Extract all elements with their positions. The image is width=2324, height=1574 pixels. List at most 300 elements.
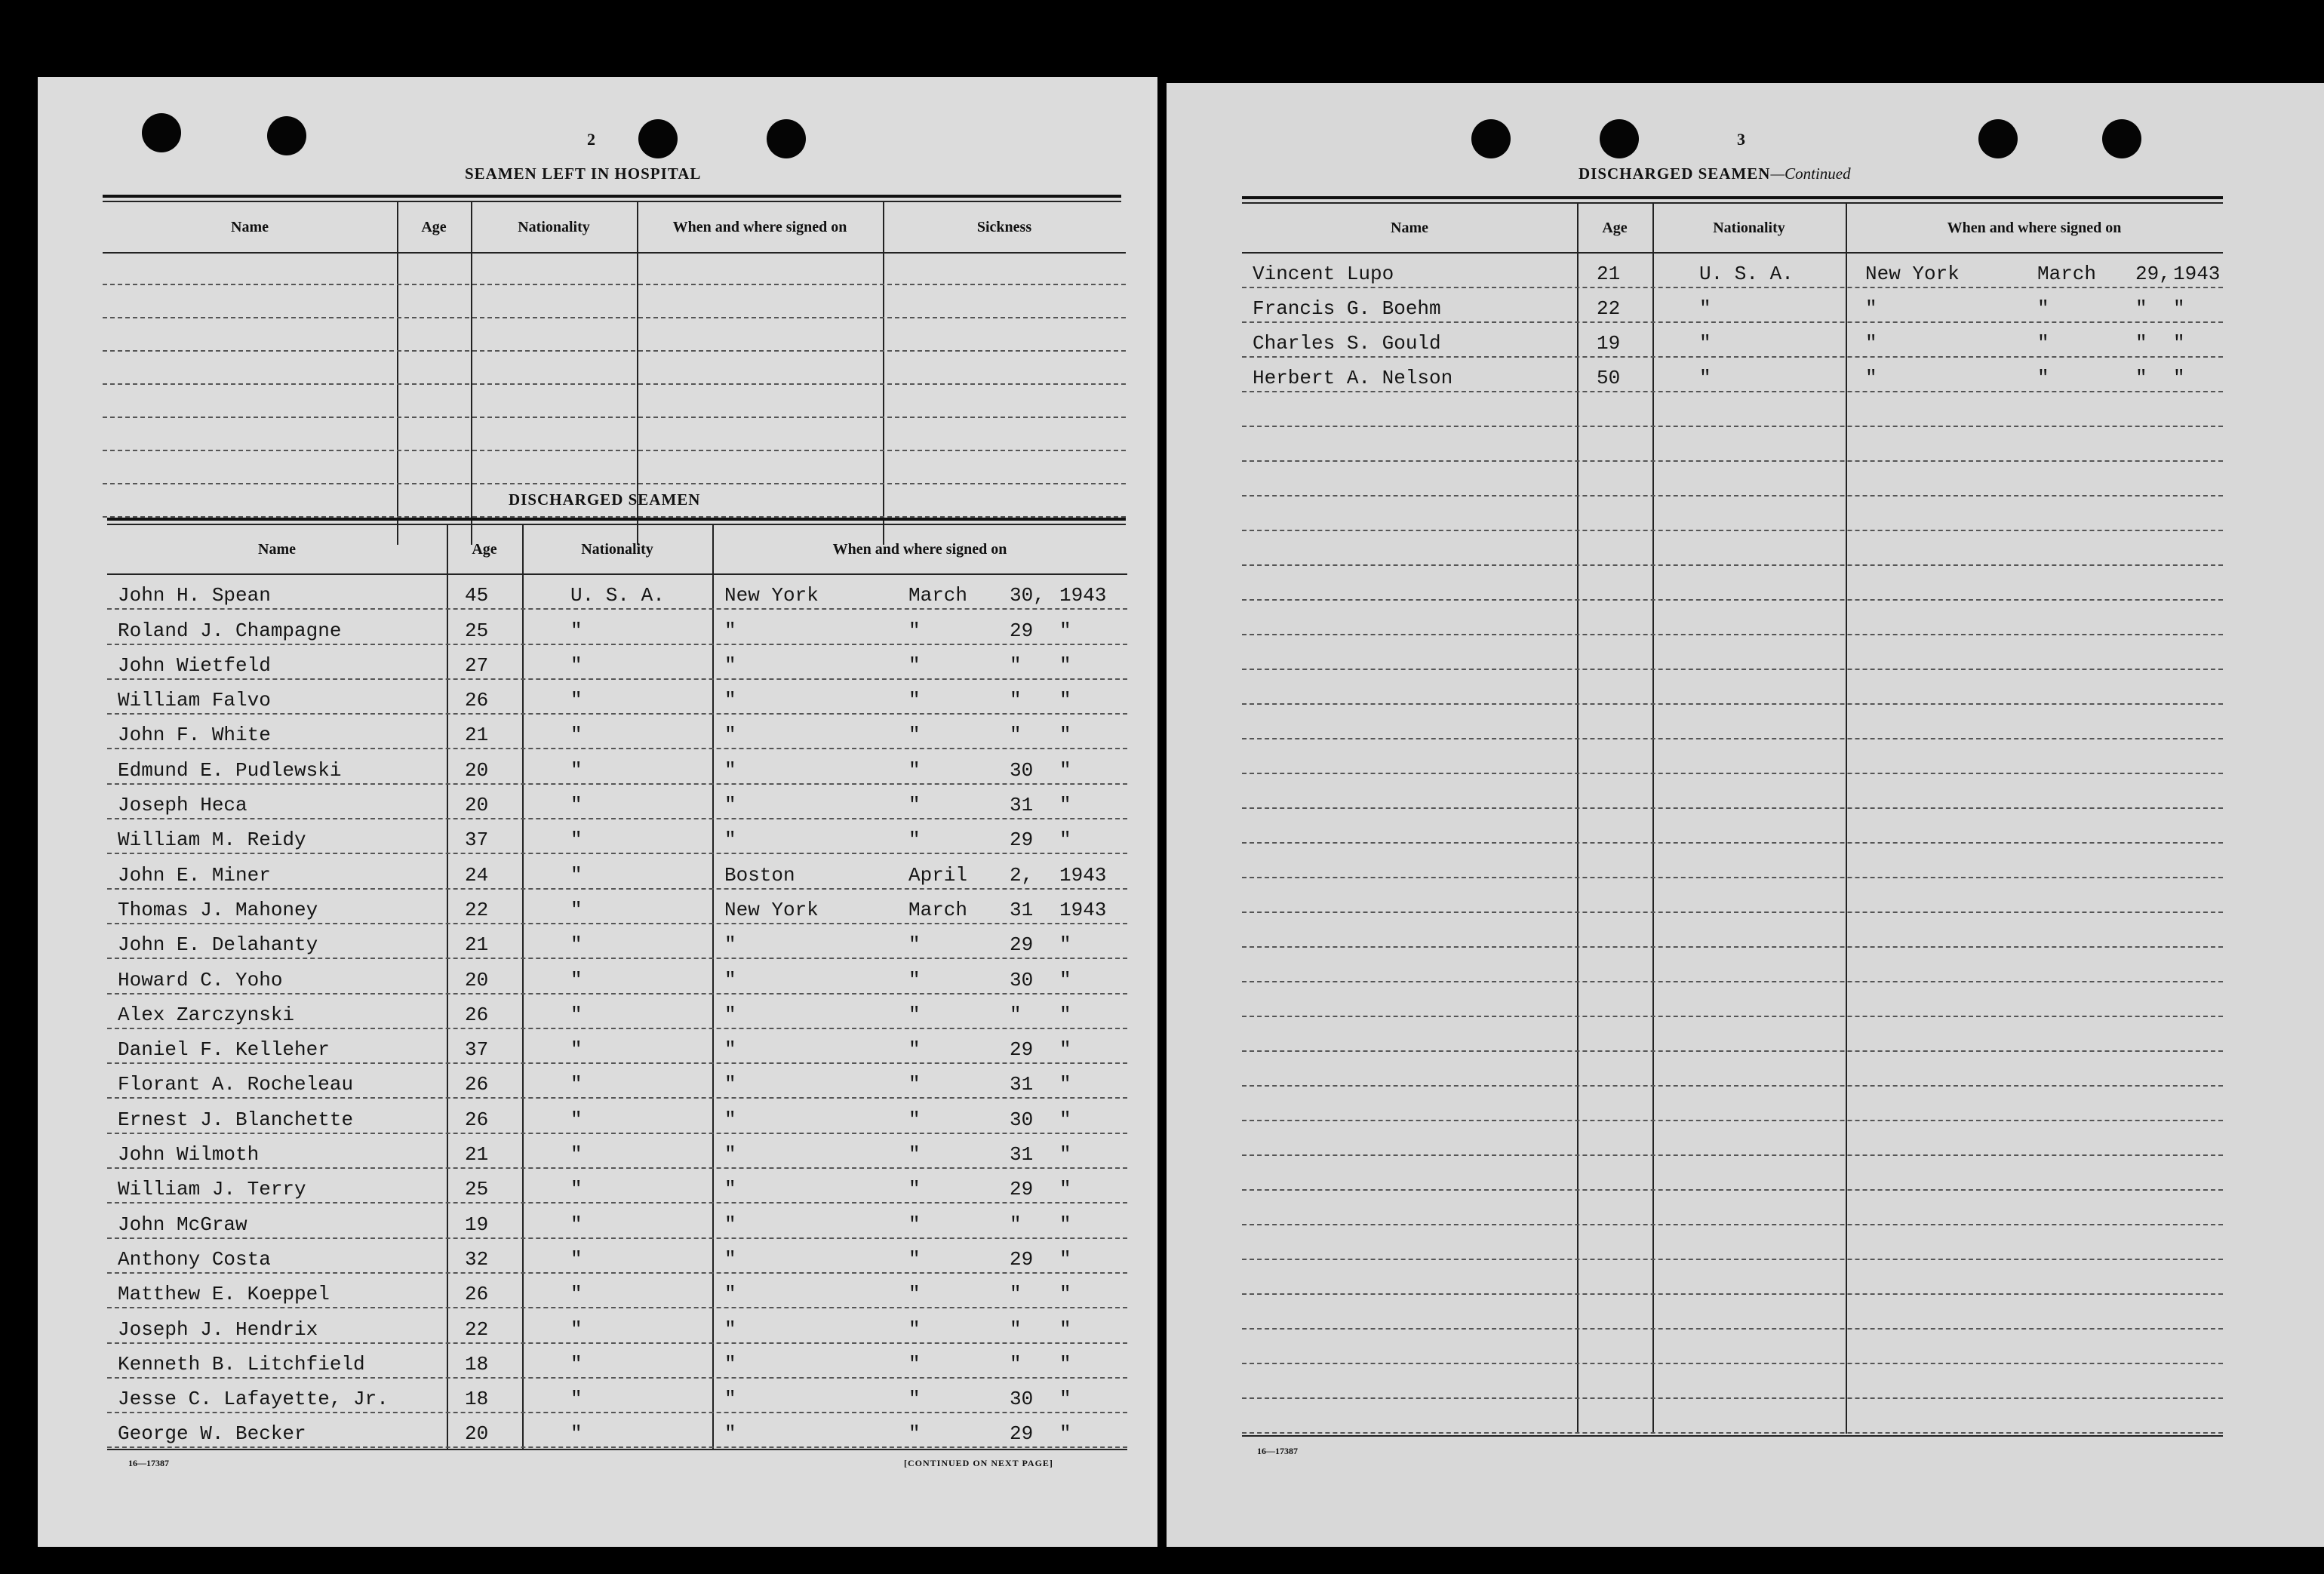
signed-on-day: " — [2135, 297, 2147, 320]
signed-on-month: " — [908, 1247, 921, 1271]
signed-on-place: " — [724, 1178, 736, 1201]
seaman-name: George W. Becker — [118, 1422, 306, 1446]
seaman-row — [107, 995, 1127, 1029]
signed-on-month: " — [908, 1143, 921, 1167]
signed-on-month: " — [908, 1003, 921, 1026]
continued-note: [CONTINUED ON NEXT PAGE] — [904, 1458, 1053, 1468]
signed-on-day: 29 — [1010, 1247, 1034, 1271]
punch-hole — [767, 119, 806, 158]
seaman-name: Jesse C. Lafayette, Jr. — [118, 1388, 389, 1411]
signed-on-month: March — [908, 584, 968, 607]
signed-on-year: " — [1059, 1178, 1071, 1201]
signed-on-place: " — [724, 1388, 736, 1411]
signed-on-day: " — [1010, 1283, 1022, 1306]
signed-on-month: " — [908, 724, 921, 747]
seaman-nationality: " — [570, 1317, 583, 1341]
signed-on-year: 1943 — [2173, 263, 2221, 285]
seaman-name: Thomas J. Mahoney — [118, 898, 318, 921]
signed-on-place: " — [724, 1352, 736, 1376]
seaman-row — [107, 1344, 1127, 1379]
empty-row — [1242, 1225, 2223, 1260]
seaman-row — [107, 1308, 1127, 1343]
seaman-nationality: " — [570, 1073, 583, 1096]
signed-on-place: " — [724, 1422, 736, 1446]
signed-on-day: 31 — [1010, 1073, 1034, 1096]
signed-on-year: " — [1059, 1073, 1071, 1096]
signed-on-year: " — [1059, 689, 1071, 712]
seaman-nationality: " — [570, 1352, 583, 1376]
seaman-nationality: " — [570, 898, 583, 921]
seaman-age: 20 — [465, 1422, 489, 1446]
seaman-nationality: " — [570, 933, 583, 957]
seaman-age: 25 — [465, 619, 489, 642]
header-rule — [103, 195, 1121, 198]
signed-on-place: " — [1865, 367, 1877, 389]
seaman-age: 21 — [465, 933, 489, 957]
seaman-row — [107, 575, 1127, 610]
seaman-nationality: " — [570, 1143, 583, 1167]
seaman-age: 21 — [465, 724, 489, 747]
section-title-main: DISCHARGED SEAMEN — [1579, 164, 1771, 183]
signed-on-day: 29 — [1010, 1422, 1034, 1446]
seaman-row — [107, 854, 1127, 889]
empty-row — [1242, 1121, 2223, 1156]
signed-on-place: " — [724, 794, 736, 817]
section-title — [1579, 164, 1851, 183]
seaman-age: 26 — [465, 1108, 489, 1131]
signed-on-month: " — [2037, 367, 2049, 389]
empty-row — [1242, 1017, 2223, 1052]
signed-on-day: " — [1010, 1317, 1022, 1341]
seaman-row — [107, 1274, 1127, 1308]
signed-on-year: " — [1059, 1143, 1071, 1167]
signed-on-month: " — [908, 1108, 921, 1131]
signed-on-month: " — [908, 689, 921, 712]
seaman-nationality: " — [570, 724, 583, 747]
signed-on-place: Boston — [724, 863, 795, 887]
column-header-sickness: Sickness — [976, 218, 1032, 235]
signed-on-day: " — [1010, 1003, 1022, 1026]
seaman-age: 18 — [465, 1352, 489, 1376]
seaman-name: John F. White — [118, 724, 271, 747]
seaman-row — [107, 959, 1127, 994]
empty-row — [1242, 948, 2223, 982]
signed-on-year: " — [2173, 297, 2185, 320]
seaman-age: 21 — [465, 1143, 489, 1167]
signed-on-year: " — [1059, 933, 1071, 957]
seaman-row — [107, 819, 1127, 854]
signed-on-month: " — [908, 619, 921, 642]
form-number: 16—17387 — [1257, 1446, 1298, 1456]
seaman-name: John E. Miner — [118, 863, 271, 887]
seaman-name: John Wilmoth — [118, 1143, 260, 1167]
signed-on-place: " — [724, 968, 736, 991]
signed-on-year: " — [1059, 794, 1071, 817]
empty-row — [1242, 1087, 2223, 1121]
seaman-row — [107, 645, 1127, 680]
signed-on-month: " — [908, 1178, 921, 1201]
signed-on-place: " — [724, 724, 736, 747]
signed-on-day: 30 — [1010, 1388, 1034, 1411]
seaman-nationality: " — [570, 829, 583, 852]
signed-on-month: " — [908, 968, 921, 991]
signed-on-place: " — [724, 758, 736, 782]
seaman-age: 19 — [1597, 332, 1621, 355]
punch-hole — [1978, 119, 2018, 158]
seaman-nationality: U. S. A. — [570, 584, 665, 607]
seaman-nationality: " — [570, 968, 583, 991]
column-header-name: Name — [231, 218, 269, 235]
seaman-name: Daniel F. Kelleher — [118, 1038, 330, 1062]
empty-row — [1242, 878, 2223, 913]
empty-row — [1242, 427, 2223, 462]
empty-row — [1242, 601, 2223, 635]
signed-on-day: 30 — [1010, 968, 1034, 991]
seaman-nationality: " — [570, 1003, 583, 1026]
seaman-name: John McGraw — [118, 1213, 247, 1236]
column-header-name: Name — [258, 540, 296, 558]
seaman-age: 37 — [465, 829, 489, 852]
header-rule — [107, 518, 1126, 521]
signed-on-year: " — [1059, 1388, 1071, 1411]
column-header-signed-on: When and where signed on — [832, 540, 1007, 558]
empty-row — [1242, 913, 2223, 948]
table-row — [103, 352, 1126, 385]
right-page — [1167, 83, 2324, 1547]
seaman-row — [107, 1204, 1127, 1238]
signed-on-month: March — [2037, 263, 2097, 285]
signed-on-month: " — [908, 1038, 921, 1062]
empty-row — [1242, 1364, 2223, 1399]
signed-on-day: 30, — [1010, 584, 1045, 607]
seaman-name: Kenneth B. Litchfield — [118, 1352, 365, 1376]
signed-on-month: " — [908, 1317, 921, 1341]
signed-on-day: " — [1010, 689, 1022, 712]
signed-on-day: 2, — [1010, 863, 1034, 887]
seaman-row — [107, 1239, 1127, 1274]
seaman-name: Edmund E. Pudlewski — [118, 758, 342, 782]
seaman-name: Anthony Costa — [118, 1247, 271, 1271]
seaman-name: Francis G. Boehm — [1253, 297, 1441, 320]
seaman-nationality: " — [570, 758, 583, 782]
signed-on-day: " — [1010, 724, 1022, 747]
empty-row — [1242, 670, 2223, 705]
seaman-name: Roland J. Champagne — [118, 619, 342, 642]
seaman-name: William M. Reidy — [118, 829, 306, 852]
seaman-age: 22 — [465, 1317, 489, 1341]
footer-rule — [1242, 1435, 2223, 1437]
seaman-nationality: " — [570, 1422, 583, 1446]
seaman-row — [107, 890, 1127, 924]
seaman-nationality: " — [570, 619, 583, 642]
discharged-table — [107, 525, 1127, 1449]
signed-on-place: " — [724, 653, 736, 677]
seaman-row — [107, 924, 1127, 959]
seaman-nationality: " — [570, 1388, 583, 1411]
seaman-age: 20 — [465, 968, 489, 991]
signed-on-year: " — [1059, 1247, 1071, 1271]
signed-on-place: " — [1865, 297, 1877, 320]
seaman-nationality: " — [570, 1283, 583, 1306]
signed-on-year: " — [1059, 1108, 1071, 1131]
seaman-row — [107, 680, 1127, 715]
column-header-nationality: Nationality — [581, 540, 653, 558]
signed-on-year: " — [1059, 1422, 1071, 1446]
signed-on-month: " — [908, 1283, 921, 1306]
signed-on-month: " — [2037, 332, 2049, 355]
signed-on-year: " — [1059, 653, 1071, 677]
signed-on-year: " — [1059, 724, 1071, 747]
empty-row — [1242, 1052, 2223, 1087]
signed-on-year: " — [1059, 1317, 1071, 1341]
signed-on-month: March — [908, 898, 968, 921]
seaman-name: John H. Spean — [118, 584, 271, 607]
empty-row — [1242, 566, 2223, 601]
seaman-nationality: " — [570, 794, 583, 817]
seaman-age: 20 — [465, 794, 489, 817]
seaman-row — [1242, 358, 2223, 392]
seaman-age: 19 — [465, 1213, 489, 1236]
signed-on-place: " — [724, 1073, 736, 1096]
punch-hole — [1471, 119, 1511, 158]
table-row — [103, 318, 1126, 352]
hospital-section-title: SEAMEN LEFT IN HOSPITAL — [465, 164, 702, 183]
signed-on-day: 29 — [1010, 1038, 1034, 1062]
seaman-age: 22 — [465, 898, 489, 921]
signed-on-year: 1943 — [1059, 584, 1107, 607]
column-header-age: Age — [1602, 219, 1628, 236]
table-row — [103, 418, 1126, 451]
signed-on-day: 29 — [1010, 933, 1034, 957]
seaman-age: 26 — [465, 1073, 489, 1096]
seaman-age: 24 — [465, 863, 489, 887]
header-rule — [1242, 196, 2223, 199]
discharged-continued-table — [1242, 204, 2223, 1434]
page-number: 2 — [587, 130, 595, 149]
seaman-nationality: " — [570, 1108, 583, 1131]
seaman-name: William Falvo — [118, 689, 271, 712]
seaman-name: Alex Zarczynski — [118, 1003, 295, 1026]
empty-row — [1242, 774, 2223, 809]
seaman-nationality: " — [570, 689, 583, 712]
signed-on-day: 31 — [1010, 794, 1034, 817]
signed-on-place: " — [724, 619, 736, 642]
seaman-row — [107, 750, 1127, 785]
seaman-nationality: " — [1699, 297, 1711, 320]
footer-rule — [107, 1449, 1127, 1450]
signed-on-place: " — [724, 1213, 736, 1236]
seaman-row — [1242, 288, 2223, 323]
signed-on-month: " — [908, 1422, 921, 1446]
signed-on-month: " — [2037, 297, 2049, 320]
seaman-age: 21 — [1597, 263, 1621, 285]
signed-on-year: " — [1059, 619, 1071, 642]
seaman-name: Ernest J. Blanchette — [118, 1108, 354, 1131]
empty-row — [1242, 982, 2223, 1017]
signed-on-year: " — [1059, 968, 1071, 991]
empty-row — [1242, 1191, 2223, 1225]
signed-on-place: " — [724, 1038, 736, 1062]
seaman-nationality: " — [570, 653, 583, 677]
signed-on-day: " — [1010, 653, 1022, 677]
empty-row — [1242, 1156, 2223, 1191]
empty-row — [1242, 531, 2223, 566]
empty-row — [1242, 1330, 2223, 1364]
seaman-name: Vincent Lupo — [1253, 263, 1394, 285]
seaman-name: Joseph J. Hendrix — [118, 1317, 318, 1341]
empty-row — [1242, 809, 2223, 844]
table-row — [103, 252, 1126, 285]
signed-on-day: " — [1010, 1213, 1022, 1236]
signed-on-month: " — [908, 794, 921, 817]
hospital-header-row — [103, 202, 1126, 254]
signed-on-month: " — [908, 1352, 921, 1376]
signed-on-place: " — [724, 829, 736, 852]
seaman-name: William J. Terry — [118, 1178, 306, 1201]
column-header-name: Name — [1391, 219, 1428, 236]
seaman-name: Herbert A. Nelson — [1253, 367, 1453, 389]
signed-on-place: New York — [1865, 263, 1960, 285]
signed-on-year: " — [1059, 829, 1071, 852]
discharged-header-row — [107, 525, 1127, 575]
empty-row — [1242, 496, 2223, 531]
signed-on-place: " — [724, 1247, 736, 1271]
section-title-continued: —Continued — [1770, 164, 1851, 183]
column-header-signed-on: When and where signed on — [672, 218, 847, 235]
signed-on-year: " — [1059, 758, 1071, 782]
seaman-age: 26 — [465, 1003, 489, 1026]
punch-hole — [267, 116, 306, 155]
form-number: 16—17387 — [128, 1458, 169, 1468]
signed-on-month: " — [908, 1388, 921, 1411]
seaman-nationality: " — [570, 1247, 583, 1271]
seaman-name: Joseph Heca — [118, 794, 247, 817]
seaman-name: Matthew E. Koeppel — [118, 1283, 330, 1306]
seaman-row — [107, 1029, 1127, 1064]
signed-on-place: " — [724, 1003, 736, 1026]
seaman-name: Howard C. Yoho — [118, 968, 283, 991]
seaman-age: 26 — [465, 1283, 489, 1306]
signed-on-year: " — [1059, 1213, 1071, 1236]
signed-on-day: " — [1010, 1352, 1022, 1376]
seaman-row — [107, 1134, 1127, 1169]
empty-row — [1242, 1399, 2223, 1434]
signed-on-month: " — [908, 758, 921, 782]
column-header-nationality: Nationality — [518, 218, 590, 235]
seaman-nationality: " — [570, 1213, 583, 1236]
seaman-age: 27 — [465, 653, 489, 677]
punch-hole — [142, 113, 181, 152]
seaman-nationality: " — [570, 1038, 583, 1062]
signed-on-day: 29 — [1010, 619, 1034, 642]
signed-on-place: New York — [724, 898, 819, 921]
signed-on-month: " — [908, 1213, 921, 1236]
signed-on-day: 29 — [1010, 1178, 1034, 1201]
signed-on-day: 30 — [1010, 758, 1034, 782]
empty-row — [1242, 1260, 2223, 1295]
signed-on-place: New York — [724, 584, 819, 607]
column-header-age: Age — [472, 540, 497, 558]
empty-row — [1242, 705, 2223, 739]
seaman-age: 45 — [465, 584, 489, 607]
page-number: 3 — [1737, 130, 1745, 149]
signed-on-place: " — [724, 689, 736, 712]
discharged-section-title: DISCHARGED SEAMEN — [509, 490, 701, 509]
seaman-age: 22 — [1597, 297, 1621, 320]
signed-on-month: " — [908, 829, 921, 852]
signed-on-place: " — [724, 1143, 736, 1167]
column-header-signed-on: When and where signed on — [1947, 219, 2122, 236]
signed-on-place: " — [1865, 332, 1877, 355]
signed-on-place: " — [724, 933, 736, 957]
signed-on-day: " — [2135, 332, 2147, 355]
seaman-name: Florant A. Rocheleau — [118, 1073, 354, 1096]
table-row — [103, 385, 1126, 418]
seaman-row — [107, 1064, 1127, 1099]
signed-on-year: " — [2173, 332, 2185, 355]
header-row — [1242, 204, 2223, 254]
left-page — [38, 77, 1157, 1547]
signed-on-year: " — [1059, 1003, 1071, 1026]
punch-hole — [1600, 119, 1639, 158]
signed-on-month: " — [908, 933, 921, 957]
seaman-row — [107, 1379, 1127, 1413]
seaman-nationality: " — [1699, 332, 1711, 355]
seaman-age: 50 — [1597, 367, 1621, 389]
signed-on-year: " — [1059, 1038, 1071, 1062]
signed-on-year: " — [1059, 1352, 1071, 1376]
table-row — [103, 285, 1126, 318]
signed-on-year: " — [1059, 1283, 1071, 1306]
signed-on-month: April — [908, 863, 968, 887]
seaman-row — [1242, 323, 2223, 358]
seaman-age: 37 — [465, 1038, 489, 1062]
signed-on-day: 30 — [1010, 1108, 1034, 1131]
seaman-age: 18 — [465, 1388, 489, 1411]
seaman-row — [107, 715, 1127, 749]
empty-row — [1242, 635, 2223, 670]
signed-on-place: " — [724, 1283, 736, 1306]
seaman-age: 25 — [465, 1178, 489, 1201]
column-header-nationality: Nationality — [1713, 219, 1785, 236]
signed-on-place: " — [724, 1317, 736, 1341]
empty-row — [1242, 739, 2223, 774]
punch-hole — [2102, 119, 2141, 158]
seaman-age: 32 — [465, 1247, 489, 1271]
seaman-nationality: U. S. A. — [1699, 263, 1794, 285]
seaman-nationality: " — [1699, 367, 1711, 389]
seaman-nationality: " — [570, 863, 583, 887]
empty-row — [1242, 1295, 2223, 1330]
seaman-row — [107, 1099, 1127, 1134]
seaman-name: Charles S. Gould — [1253, 332, 1441, 355]
column-header-age: Age — [421, 218, 447, 235]
signed-on-year: " — [2173, 367, 2185, 389]
table-row — [103, 451, 1126, 484]
signed-on-day: 31 — [1010, 898, 1034, 921]
seaman-name: John E. Delahanty — [118, 933, 318, 957]
empty-row — [1242, 392, 2223, 427]
signed-on-place: " — [724, 1108, 736, 1131]
empty-row — [1242, 462, 2223, 496]
seaman-name: John Wietfeld — [118, 653, 271, 677]
signed-on-year: 1943 — [1059, 898, 1107, 921]
seaman-row — [107, 1169, 1127, 1204]
empty-row — [1242, 844, 2223, 878]
signed-on-day: " — [2135, 367, 2147, 389]
seaman-row — [107, 610, 1127, 644]
signed-on-month: " — [908, 1073, 921, 1096]
